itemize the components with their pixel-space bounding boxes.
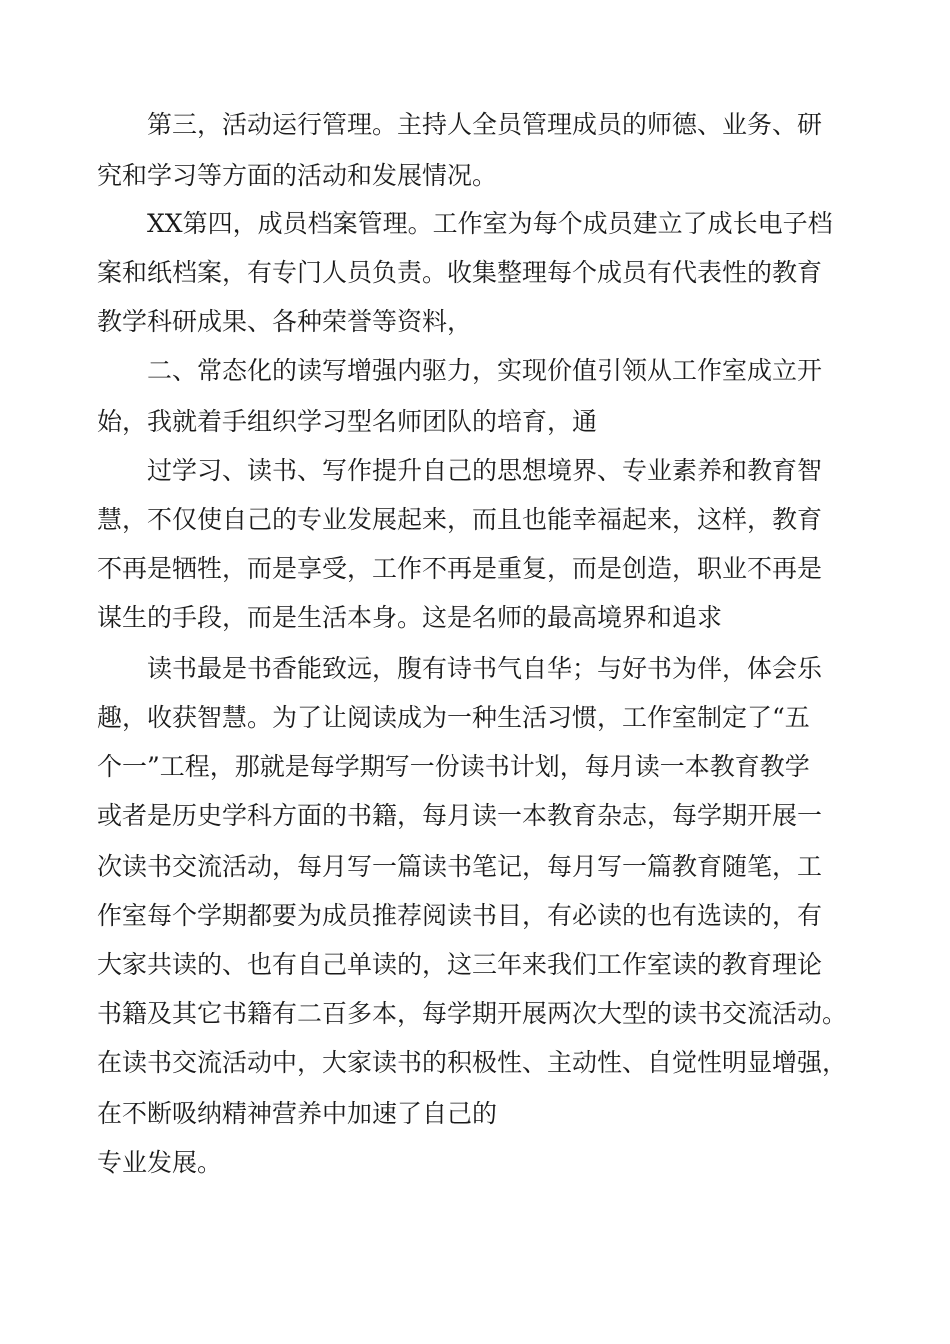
text-line: 不再是牺牲，而是享受，工作不再是重复，而是创造，职业不再是 <box>97 554 823 583</box>
text-line: 专业发展。 <box>97 1148 223 1177</box>
text-line: 在不断吸纳精神营养中加速了自己的 <box>97 1099 498 1128</box>
text-line: 慧，不仅使自己的专业发展起来，而且也能幸福起来，这样，教育 <box>97 505 823 534</box>
text-line: 过学习、读书、写作提升自己的思想境界、专业素养和教育智 <box>147 456 823 485</box>
text-line: 二、常态化的读写增强内驱力，实现价值引领从工作室成立开 <box>147 356 823 385</box>
text-line: 或者是历史学科方面的书籍，每月读一本教育杂志，每学期开展一 <box>97 801 823 830</box>
text-line: 究和学习等方面的活动和发展情况。 <box>97 161 498 190</box>
text-line: 次读书交流活动，每月写一篇读书笔记，每月写一篇教育随笔，工 <box>97 852 823 881</box>
text-line: 在读书交流活动中，大家读书的积极性、主动性、自觉性明显增强， <box>97 1048 848 1077</box>
text-line: 教学科研成果、各种荣誉等资料， <box>97 307 473 336</box>
text-line: 作室每个学期都要为成员推荐阅读书目，有必读的也有选读的，有 <box>97 901 823 930</box>
text-line: 读书最是书香能致远，腹有诗书气自华；与好书为伴，体会乐 <box>147 654 823 683</box>
text-line: XX第四，成员档案管理。工作室为每个成员建立了成长电子档 <box>147 209 833 238</box>
text-line: 案和纸档案，有专门人员负责。收集整理每个成员有代表性的教育 <box>97 258 823 287</box>
text-line: 始，我就着手组织学习型名师团队的培育，通 <box>97 407 598 436</box>
text-line: 谋生的手段，而是生活本身。这是名师的最高境界和追求 <box>97 603 723 632</box>
text-line: 个一”工程，那就是每学期写一份读书计划，每月读一本教育教学 <box>97 752 810 781</box>
text-line: 第三，活动运行管理。主持人全员管理成员的师德、业务、研 <box>147 110 823 139</box>
text-line: 大家共读的、也有自己单读的，这三年来我们工作室读的教育理论 <box>97 950 823 979</box>
text-line: 书籍及其它书籍有二百多本，每学期开展两次大型的读书交流活动。 <box>97 999 848 1028</box>
text-line: 趣，收获智慧。为了让阅读成为一种生活习惯，工作室制定了“五 <box>97 703 810 732</box>
